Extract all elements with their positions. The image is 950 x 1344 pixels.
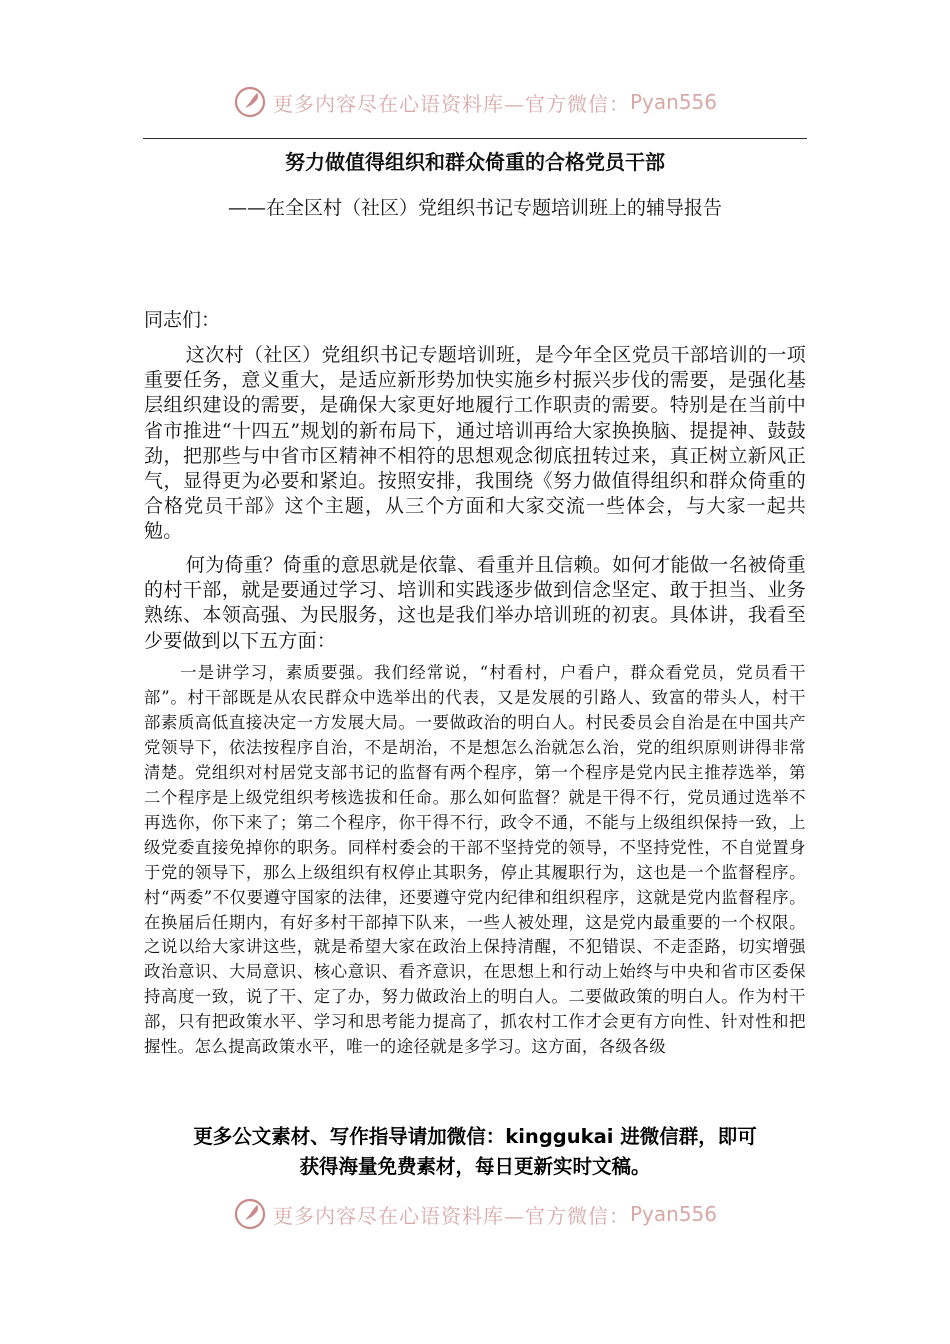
document-subtitle: ——在全区村（社区）党组织书记专题培训班上的辅导报告 <box>227 197 722 219</box>
watermark-wechat-id: Pyan556 <box>629 90 717 114</box>
watermark-wechat-id: Pyan556 <box>629 1202 717 1226</box>
body-paragraph: 这次村（社区）党组织书记专题培训班，是今年全区党员干部培训的一项重要任务，意义重大，是适应新形势加快实施乡村振兴步伐的需要，是强化基层组织建设的需要，是确保大家更好地履行工作职责的需要。特别是在当前中省市推进“十四五”规划的新布局下，通过培训再给大家换换脑、提提神、鼓鼓劲，把那些与中省市区精神不相符的思想观念彻底扭转过来，真正树立新风正气，显得更为必要和紧迫。按照安排，我围绕《努力做值得组织和群众倚重的合格党员干部》这个主题，从三个方面和大家交流一些体会，与大家一起共勉。 <box>144 344 806 543</box>
header-watermark <box>0 80 950 124</box>
salutation: 同志们： <box>144 309 221 331</box>
body-paragraph: 何为倚重？倚重的意思就是依靠、看重并且信赖。如何才能做一名被倚重的村干部，就是要通过学习、培训和实践逐步做到信念坚定、敢于担当、业务熟练、本领高强、为民服务，这也是我们举办培训班的初衷。具体讲，我看至少要做到以下五方面： <box>144 554 806 652</box>
document-title: 努力做值得组织和群众倚重的合格党员干部 <box>285 150 665 174</box>
footer-watermark <box>0 1192 950 1236</box>
quill-logo-icon <box>233 1197 267 1231</box>
promo-line: 获得海量免费素材，每日更新实时文稿。 <box>299 1155 651 1178</box>
body-paragraph: 一是讲学习，素质要强。我们经常说，“村看村，户看户，群众看党员，党员看干部”。村干部既是从农民群众中选举出的代表，又是发展的引路人、致富的带头人，村干部素质高低直接决定一方发展大局。一要做政治的明白人。村民委员会自治是在中国共产党领导下，依法按程序自治，不是胡治，不是想怎么治就怎么治，党的组织原则讲得非常清楚。党组织对村居党支部书记的监督有两个程序，第一个程序是党内民主推荐选举，第二个程序是上级党组织考核选拔和任命。那么如何监督？就是干得不行，党员通过选举不再选你，你下来了；第二个程序，你干得不行，政令不通，不能与上级组织保持一致，上级党委直接免掉你的职务。同样村委会的干部不坚持党的领导，不坚持党性，不自觉置身于党的领导下，那么上级组织有权停止其职务，停止其履职行为，这也是一个监督程序。村“两委”不仅要遵守国家的法律，还要遵守党内纪律和组织程序，这就是党内监督程序。在换届后任期内，有好多村干部掉下队来，一些人被处理，这是党内最重要的一个权限。之说以给大家讲这些，就是希望大家在政治上保持清醒，不犯错误、不走歪路，切实增强政治意识、大局意识、核心意识、看齐意识，在思想上和行动上始终与中央和省市区委保持高度一致，说了干、定了办，努力做政治上的明白人。二要做政策的明白人。作为村干部，只有把政策水平、学习和思考能力提高了，抓农村工作才会更有方向性、针对性和把握性。怎么提高政策水平，唯一的途径就是多学习。这方面，各级各级 <box>144 663 806 1057</box>
quill-logo-icon <box>233 85 267 119</box>
promo-banner <box>110 1122 840 1182</box>
watermark-text: 更多内容尽在心语资料库—官方微信： <box>272 91 630 116</box>
promo-line: 更多公文素材、写作指导请加微信：kinggukai 进微信群，即可 <box>193 1125 757 1148</box>
header-rule <box>143 138 807 139</box>
watermark-text: 更多内容尽在心语资料库—官方微信： <box>272 1203 630 1228</box>
